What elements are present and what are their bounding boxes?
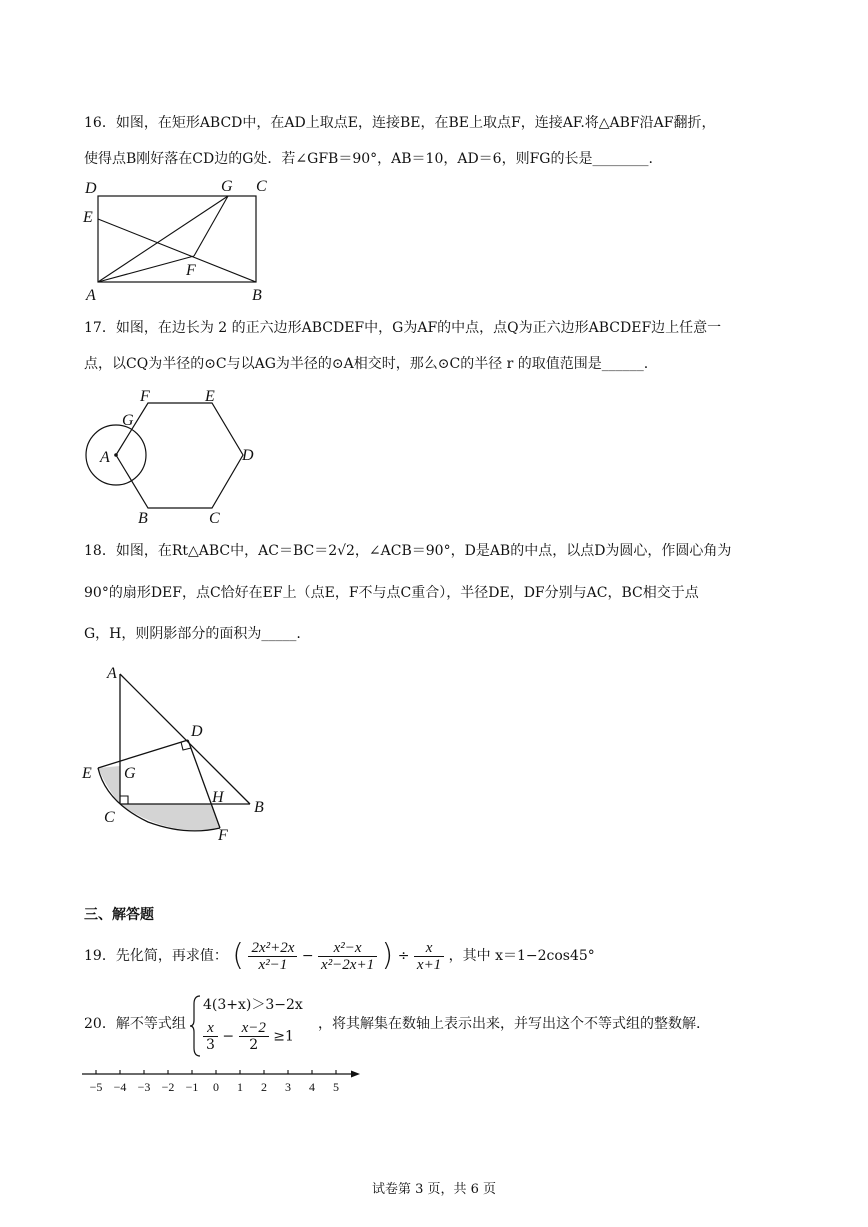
number-line-label: 3 <box>285 1080 291 1094</box>
q20-ineq2-d2: 2 <box>249 1037 259 1053</box>
q19-paren-close: ) <box>381 938 394 973</box>
q17-figure <box>80 386 270 528</box>
q16-label-d: D <box>85 180 97 197</box>
q17-label-a: A <box>100 449 110 466</box>
q16-text-line1: 16．如图，在矩形ABCD中，在AD上取点E，连接BE，在BE上取点F，连接AF.将△ABF沿AF翻折， <box>84 115 716 131</box>
q19-line <box>84 932 595 982</box>
q18-label-a: A <box>107 665 117 682</box>
q20-ineq2-rhs: ≥1 <box>273 1028 294 1045</box>
q19-den1: x²−1 <box>258 956 288 973</box>
q19-minus: − <box>301 948 314 964</box>
q16-label-c: C <box>256 178 267 195</box>
q17-label-d: D <box>242 447 254 464</box>
number-line-label: −1 <box>185 1080 199 1094</box>
q19-fraction-1 <box>248 940 297 973</box>
q16-label-b: B <box>252 287 262 304</box>
q18-text-line2: 90°的扇形DEF，点C恰好在EF上（点E，F不与点C重合），半径DE，DF分别与AC，BC相交于点 <box>84 585 699 601</box>
q20-ineq2 <box>203 1020 294 1053</box>
q16-text-line2: 使得点B刚好落在CD边的G处．若∠GFB＝90°，AB＝10，AD＝6，则FG的长是________. <box>84 151 653 167</box>
q16-label-f: F <box>186 262 196 279</box>
q20-ineq2-fraction-2 <box>239 1020 269 1053</box>
q18-figure <box>78 660 278 850</box>
q20-ineq2-n2: x−2 <box>239 1020 269 1037</box>
q19-paren-open: ( <box>232 938 244 973</box>
section-title: 三、解答题 <box>84 907 154 923</box>
number-line-label: −5 <box>89 1080 103 1094</box>
q20-brace <box>190 994 202 1058</box>
q17-text-line2: 点，以CQ为半径的⊙C与以AG为半径的⊙A相交时，那么⊙C的半径 r 的取值范围是______. <box>84 356 649 372</box>
q18-label-h: H <box>212 789 224 806</box>
number-line-label: 2 <box>261 1080 267 1094</box>
q20-ineq2-fraction-1 <box>203 1020 218 1053</box>
q18-label-e: E <box>82 765 92 782</box>
q17-label-f: F <box>140 388 150 405</box>
q19-suffix: ，其中 x＝1−2cos45° <box>448 948 595 964</box>
page-footer: 试卷第 3 页，共 6 页 <box>371 1182 497 1197</box>
q18-label-g: G <box>124 765 136 782</box>
q19-num1: 2x²+2x <box>248 940 297 957</box>
q16-figure <box>80 176 280 306</box>
number-line-label: 0 <box>213 1080 219 1094</box>
q18-text-line1: 18．如图，在Rt△ABC中，AC＝BC＝2√2，∠ACB＝90°，D是AB的中点，以点D为圆心，作圆心角为 <box>84 543 732 559</box>
q17-label-c: C <box>209 510 220 527</box>
q18-label-d: D <box>191 723 203 740</box>
q17-label-e: E <box>205 388 215 405</box>
q19-prefix: 19．先化简，再求值： <box>84 948 228 964</box>
q17-label-b: B <box>138 510 148 527</box>
q20-ineq2-minus: − <box>222 1028 235 1045</box>
q19-fraction-3 <box>414 940 444 973</box>
q20-prefix: 20．解不等式组 <box>84 1016 186 1032</box>
q19-fraction-2 <box>318 940 377 973</box>
number-line-label: −4 <box>113 1080 127 1094</box>
number-line-label: 4 <box>309 1080 315 1094</box>
q18-label-c: C <box>104 809 115 826</box>
q18-label-b: B <box>254 799 264 816</box>
number-line <box>80 1066 370 1098</box>
q19-den2: x²−2x+1 <box>321 956 375 973</box>
q19-num3: x <box>414 940 444 957</box>
q19-num2: x²−x <box>318 940 377 957</box>
q20-ineq1: 4(3+x)＞3−2x <box>203 997 303 1013</box>
number-line-label: 1 <box>237 1080 243 1094</box>
q18-label-f: F <box>218 827 228 844</box>
q17-label-g: G <box>122 412 134 429</box>
q20-ineq2-n1: x <box>203 1020 218 1037</box>
number-line-label: −2 <box>161 1080 175 1094</box>
number-line-label: −3 <box>137 1080 151 1094</box>
q19-divide: ÷ <box>397 948 410 964</box>
q16-label-g: G <box>221 178 233 195</box>
q18-text-line3: G，H，则阴影部分的面积为_____. <box>84 626 301 642</box>
q16-label-a: A <box>86 287 96 304</box>
q16-label-e: E <box>83 209 93 226</box>
q17-text-line1: 17．如图，在边长为 2 的正六边形ABCDEF中，G为AF的中点，点Q为正六边形ABCDEF边上任意一 <box>84 320 722 336</box>
q20-suffix: ，将其解集在数轴上表示出来，并写出这个不等式组的整数解. <box>318 1016 701 1032</box>
q20-ineq2-d1: 3 <box>206 1037 215 1053</box>
number-line-label: 5 <box>333 1080 339 1094</box>
q19-den3: x+1 <box>416 956 442 973</box>
